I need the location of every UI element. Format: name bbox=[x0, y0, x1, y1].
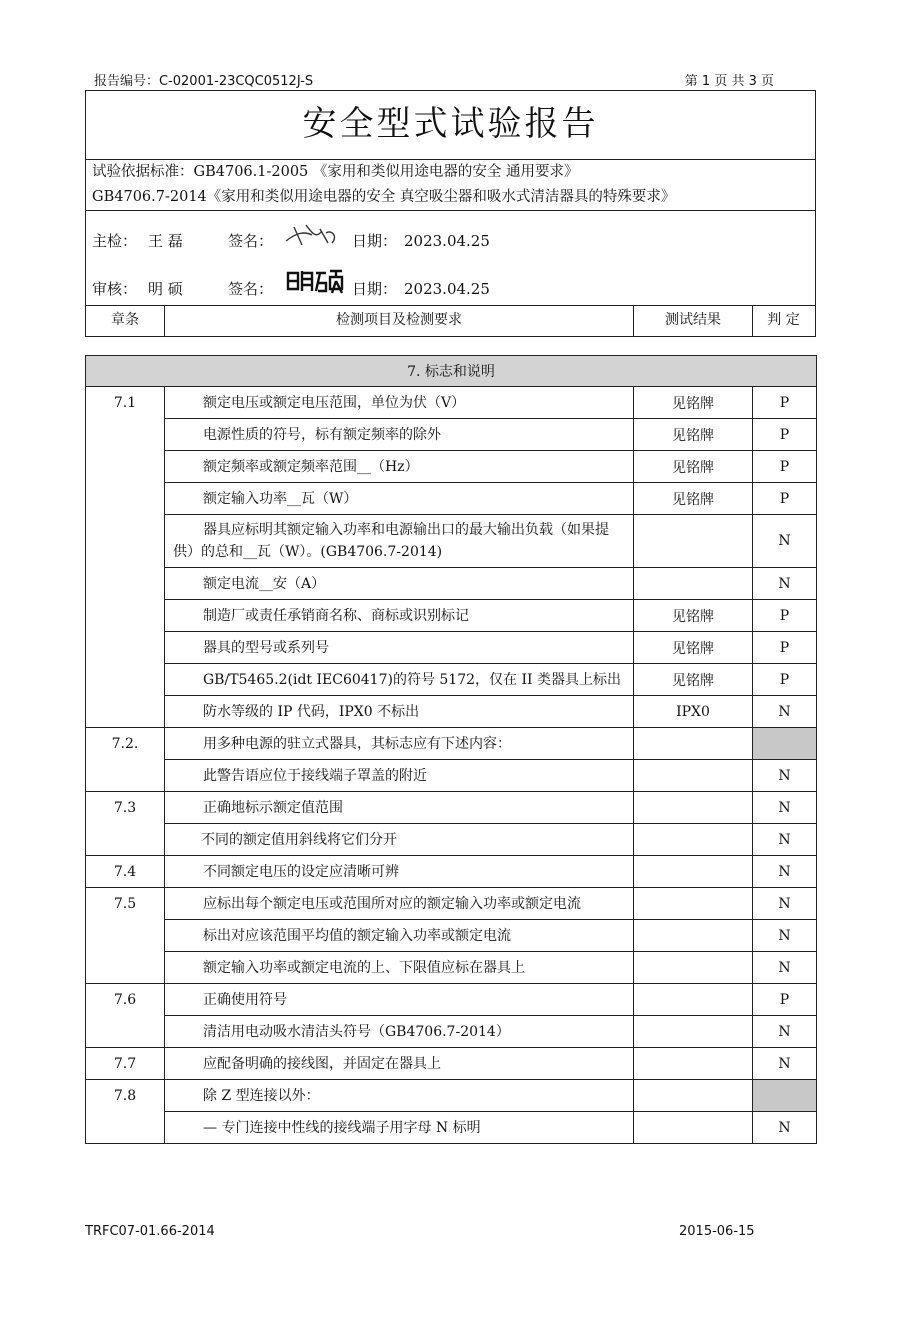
reviewer-date-label: 日期： bbox=[352, 280, 398, 298]
requirement-cell: 不同额定电压的设定应清晰可辨 bbox=[165, 856, 634, 888]
table-row bbox=[86, 728, 817, 760]
result-cell: 见铭牌 bbox=[634, 664, 753, 696]
requirement-cell: GB/T5465.2(idt IEC60417)的符号 5172，仅在 II 类器具上标出 bbox=[165, 664, 634, 696]
result-cell bbox=[634, 1112, 753, 1144]
result-cell bbox=[634, 920, 753, 952]
verdict-cell: P bbox=[753, 664, 817, 696]
footer-date: 2015-06-15 bbox=[679, 1224, 755, 1239]
table-row bbox=[86, 600, 817, 632]
inspector-label: 主检： bbox=[92, 232, 138, 250]
standard-line-1: 试验依据标准：GB4706.1-2005 《家用和类似用途电器的安全 通用要求》 bbox=[92, 164, 579, 180]
table-row bbox=[86, 952, 817, 984]
verdict-cell: N bbox=[753, 952, 817, 984]
table-row bbox=[86, 1048, 817, 1080]
column-requirement: 检测项目及检测要求 bbox=[165, 306, 634, 337]
result-cell: 见铭牌 bbox=[634, 451, 753, 483]
requirement-cell: 额定频率或额定频率范围__（Hz） bbox=[165, 451, 634, 483]
verdict-cell: P bbox=[753, 632, 817, 664]
result-cell: 见铭牌 bbox=[634, 387, 753, 419]
requirement-cell: 制造厂或责任承销商名称、商标或识别标记 bbox=[165, 600, 634, 632]
table-row bbox=[86, 1112, 817, 1144]
inspection-table-body bbox=[86, 356, 817, 1144]
section-title: 7. 标志和说明 bbox=[86, 356, 817, 387]
table-row bbox=[86, 920, 817, 952]
result-cell bbox=[634, 1048, 753, 1080]
result-cell: 见铭牌 bbox=[634, 419, 753, 451]
requirement-cell: 用多种电源的驻立式器具，其标志应有下述内容： bbox=[165, 728, 634, 760]
inspector-row bbox=[86, 227, 815, 255]
table-row bbox=[86, 696, 817, 728]
result-cell: 见铭牌 bbox=[634, 632, 753, 664]
table-row bbox=[86, 515, 817, 568]
verdict-cell bbox=[753, 728, 817, 760]
table-row bbox=[86, 568, 817, 600]
verdict-cell: N bbox=[753, 856, 817, 888]
table-row bbox=[86, 824, 817, 856]
inspector-date: 2023.04.25 bbox=[404, 232, 490, 250]
result-cell bbox=[634, 728, 753, 760]
clause-cell: 7.2. bbox=[86, 728, 165, 792]
result-cell bbox=[634, 824, 753, 856]
reviewer-label: 审核： bbox=[92, 280, 138, 298]
result-cell bbox=[634, 856, 753, 888]
table-row bbox=[86, 632, 817, 664]
page-info: 第 1 页 共 3 页 bbox=[684, 74, 774, 89]
page-header bbox=[94, 70, 774, 90]
table-row bbox=[86, 984, 817, 1016]
result-cell: 见铭牌 bbox=[634, 600, 753, 632]
inspector-sign-label: 签名： bbox=[228, 232, 274, 250]
table-row bbox=[86, 451, 817, 483]
clause-cell: 7.1 bbox=[86, 387, 165, 728]
table-row bbox=[86, 387, 817, 419]
inspection-table bbox=[85, 355, 817, 1144]
standard-line-2: GB4706.7-2014《家用和类似用途电器的安全 真空吸尘器和吸水式清洁器具的特殊要求》 bbox=[92, 189, 676, 205]
verdict-cell: P bbox=[753, 600, 817, 632]
clause-cell: 7.8 bbox=[86, 1080, 165, 1144]
verdict-cell: N bbox=[753, 696, 817, 728]
verdict-cell: P bbox=[753, 451, 817, 483]
table-row bbox=[86, 856, 817, 888]
column-verdict: 判 定 bbox=[767, 312, 800, 328]
result-cell bbox=[634, 984, 753, 1016]
table-row bbox=[86, 760, 817, 792]
requirement-cell: 正确地标示额定值范围 bbox=[165, 792, 634, 824]
signature-handwritten-icon bbox=[284, 265, 344, 295]
reviewer-row bbox=[86, 275, 815, 303]
table-row bbox=[86, 1016, 817, 1048]
table-row bbox=[86, 419, 817, 451]
verdict-cell: N bbox=[753, 515, 817, 568]
result-cell bbox=[634, 515, 753, 568]
requirement-cell: 不同的额定值用斜线将它们分开 bbox=[165, 824, 634, 856]
verdict-cell: N bbox=[753, 792, 817, 824]
reviewer-sign-label: 签名： bbox=[228, 280, 274, 298]
result-cell: IPX0 bbox=[634, 696, 753, 728]
clause-cell: 7.7 bbox=[86, 1048, 165, 1080]
requirement-cell: 额定电压或额定电压范围，单位为伏（V） bbox=[165, 387, 634, 419]
verdict-cell: N bbox=[753, 824, 817, 856]
requirement-cell: 额定输入功率__瓦（W） bbox=[165, 483, 634, 515]
requirement-cell: 电源性质的符号，标有额定频率的除外 bbox=[165, 419, 634, 451]
verdict-cell: N bbox=[753, 1016, 817, 1048]
reviewer-date: 2023.04.25 bbox=[404, 280, 490, 298]
requirement-cell: 器具的型号或系列号 bbox=[165, 632, 634, 664]
table-row bbox=[86, 792, 817, 824]
footer-form-number: TRFC07-01.66-2014 bbox=[85, 1224, 215, 1239]
requirement-cell: 器具应标明其额定输入功率和电源输出口的最大输出负载（如果提供）的总和__瓦（W）。(GB4706.7-2014) bbox=[165, 515, 634, 568]
result-cell bbox=[634, 952, 753, 984]
report-header-box bbox=[85, 90, 816, 337]
table-row bbox=[86, 888, 817, 920]
requirement-cell: 应配备明确的接线图，并固定在器具上 bbox=[165, 1048, 634, 1080]
result-cell bbox=[634, 792, 753, 824]
verdict-cell: P bbox=[753, 419, 817, 451]
table-row bbox=[86, 1080, 817, 1112]
clause-cell: 7.6 bbox=[86, 984, 165, 1048]
section-row bbox=[86, 356, 817, 387]
requirement-cell: 标出对应该范围平均值的额定输入功率或额定电流 bbox=[165, 920, 634, 952]
clause-cell: 7.4 bbox=[86, 856, 165, 888]
requirement-cell: 额定电流__安（A） bbox=[165, 568, 634, 600]
requirement-cell: 此警告语应位于接线端子罩盖的附近 bbox=[165, 760, 634, 792]
clause-cell: 7.3 bbox=[86, 792, 165, 856]
result-cell bbox=[634, 888, 753, 920]
result-cell: 见铭牌 bbox=[634, 483, 753, 515]
reviewer-signature bbox=[284, 265, 344, 302]
column-clause: 章条 bbox=[86, 306, 165, 337]
verdict-cell: N bbox=[753, 760, 817, 792]
table-row bbox=[86, 483, 817, 515]
result-cell bbox=[634, 568, 753, 600]
column-result: 测试结果 bbox=[634, 306, 753, 337]
requirement-cell: 清洁用电动吸水清洁头符号（GB4706.7-2014） bbox=[165, 1016, 634, 1048]
verdict-cell: N bbox=[753, 888, 817, 920]
requirement-cell: 防水等级的 IP 代码，IPX0 不标出 bbox=[165, 696, 634, 728]
result-cell bbox=[634, 1080, 753, 1112]
column-headers bbox=[86, 305, 815, 337]
inspector-date-label: 日期： bbox=[352, 232, 398, 250]
verdict-cell: P bbox=[753, 387, 817, 419]
report-title: 安全型式试验报告 bbox=[86, 91, 815, 160]
verdict-cell: N bbox=[753, 920, 817, 952]
verdict-cell: P bbox=[753, 984, 817, 1016]
inspector-name: 王 磊 bbox=[148, 232, 183, 250]
signature-scribble-icon bbox=[282, 219, 342, 249]
result-cell bbox=[634, 760, 753, 792]
standards-block bbox=[86, 159, 815, 211]
requirement-cell: 正确使用符号 bbox=[165, 984, 634, 1016]
requirement-cell: 应标出每个额定电压或范围所对应的额定输入功率或额定电流 bbox=[165, 888, 634, 920]
verdict-cell: P bbox=[753, 483, 817, 515]
reviewer-name: 明 硕 bbox=[148, 280, 183, 298]
verdict-cell bbox=[753, 1080, 817, 1112]
report-number: 报告编号：C-02001-23CQC0512J-S bbox=[94, 74, 314, 89]
requirement-cell: 额定输入功率或额定电流的上、下限值应标在器具上 bbox=[165, 952, 634, 984]
verdict-cell: N bbox=[753, 1112, 817, 1144]
clause-cell: 7.5 bbox=[86, 888, 165, 984]
requirement-cell: 除 Z 型连接以外： bbox=[165, 1080, 634, 1112]
result-cell bbox=[634, 1016, 753, 1048]
table-row bbox=[86, 664, 817, 696]
requirement-cell: — 专门连接中性线的接线端子用字母 N 标明 bbox=[165, 1112, 634, 1144]
verdict-cell: N bbox=[753, 568, 817, 600]
verdict-cell: N bbox=[753, 1048, 817, 1080]
inspector-signature bbox=[282, 219, 342, 258]
